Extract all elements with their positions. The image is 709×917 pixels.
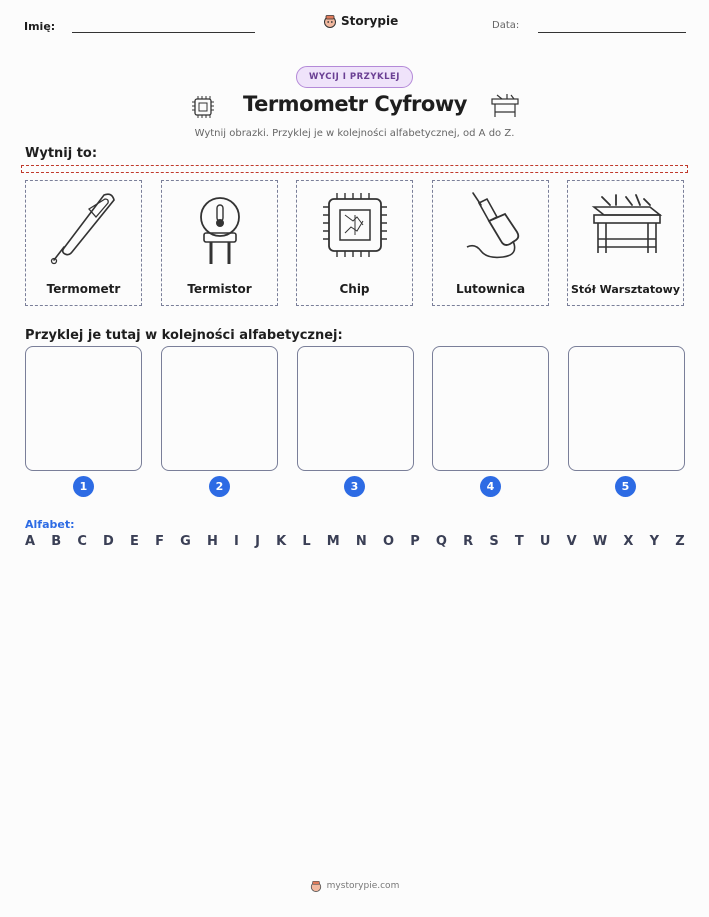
workbench-icon: [586, 189, 666, 269]
name-field[interactable]: [72, 32, 255, 33]
brand-logo: [323, 14, 398, 28]
cut-card-termistor[interactable]: [161, 180, 278, 306]
slot-number: 3: [344, 476, 365, 497]
alphabet-letter: J: [255, 534, 260, 549]
alphabet-letter: U: [539, 534, 551, 549]
paste-heading: Przyklej je tutaj w kolejności alfabetycznej:: [25, 328, 343, 343]
workbench-decor-icon: [489, 92, 521, 120]
paste-slot-3[interactable]: [297, 346, 414, 471]
alphabet-letter: R: [463, 534, 474, 549]
slot-number: 1: [73, 476, 94, 497]
card-label: Stół Warsztatowy: [570, 283, 681, 296]
paste-slot-2[interactable]: [161, 346, 278, 471]
alphabet-letter: V: [566, 534, 577, 549]
alphabet-letter: F: [155, 534, 164, 549]
alphabet-letter: T: [514, 534, 524, 549]
footer: [0, 880, 709, 892]
alphabet-letter: Z: [675, 534, 685, 549]
storypie-mascot-icon: [323, 14, 337, 28]
alphabet-title: Alfabet:: [25, 518, 75, 531]
card-label: Termistor: [187, 282, 252, 296]
alphabet-letter: C: [77, 534, 87, 549]
soldering-iron-icon: [451, 189, 531, 269]
storypie-mascot-icon: [310, 880, 322, 892]
alphabet-letter: X: [623, 534, 634, 549]
alphabet-letter: M: [326, 534, 340, 549]
cut-card-chip[interactable]: [296, 180, 413, 306]
alphabet-letter: N: [355, 534, 367, 549]
paste-slot-5[interactable]: [568, 346, 685, 471]
cut-line: [21, 165, 688, 173]
card-label: Lutownica: [455, 282, 526, 296]
instructions: Wytnij obrazki. Przyklej je w kolejności alfabetycznej, od A do Z.: [194, 128, 515, 139]
alphabet-letter: P: [410, 534, 420, 549]
date-label: Data:: [492, 20, 520, 31]
card-label: Termometr: [46, 282, 121, 296]
alphabet-letter: D: [103, 534, 114, 549]
activity-badge: WYCIJ I PRZYKLEJ: [296, 66, 413, 88]
alphabet-letter: Y: [649, 534, 660, 549]
footer-site[interactable]: mystorypie.com: [326, 881, 400, 891]
alphabet-letter: K: [276, 534, 287, 549]
alphabet-letter: L: [302, 534, 311, 549]
thermometer-icon: [44, 189, 124, 269]
name-label: Imię:: [24, 20, 56, 33]
card-label: Chip: [339, 282, 370, 296]
slot-number: 5: [615, 476, 636, 497]
alphabet-letter: O: [382, 534, 395, 549]
cut-heading: Wytnij to:: [25, 146, 98, 161]
cut-card-stol-warsztatowy[interactable]: [567, 180, 684, 306]
paste-slot-4[interactable]: [432, 346, 549, 471]
alphabet-letter: Q: [435, 534, 447, 549]
cut-card-termometr[interactable]: [25, 180, 142, 306]
chip-icon: [315, 189, 395, 269]
alphabet-row: [25, 534, 685, 549]
date-field[interactable]: [538, 32, 686, 33]
paste-slot-1[interactable]: [25, 346, 142, 471]
brand-name: Storypie: [341, 14, 399, 28]
chip-decor-icon: [189, 94, 217, 120]
page-title: Termometr Cyfrowy: [243, 92, 467, 116]
thermistor-icon: [180, 189, 260, 269]
alphabet-letter: B: [51, 534, 62, 549]
slot-number: 2: [209, 476, 230, 497]
alphabet-letter: W: [592, 534, 608, 549]
alphabet-letter: A: [25, 534, 36, 549]
alphabet-letter: S: [489, 534, 499, 549]
alphabet-letter: G: [180, 534, 191, 549]
slot-number: 4: [480, 476, 501, 497]
cut-card-lutownica[interactable]: [432, 180, 549, 306]
alphabet-letter: H: [206, 534, 218, 549]
alphabet-letter: I: [234, 534, 239, 549]
alphabet-letter: E: [130, 534, 139, 549]
